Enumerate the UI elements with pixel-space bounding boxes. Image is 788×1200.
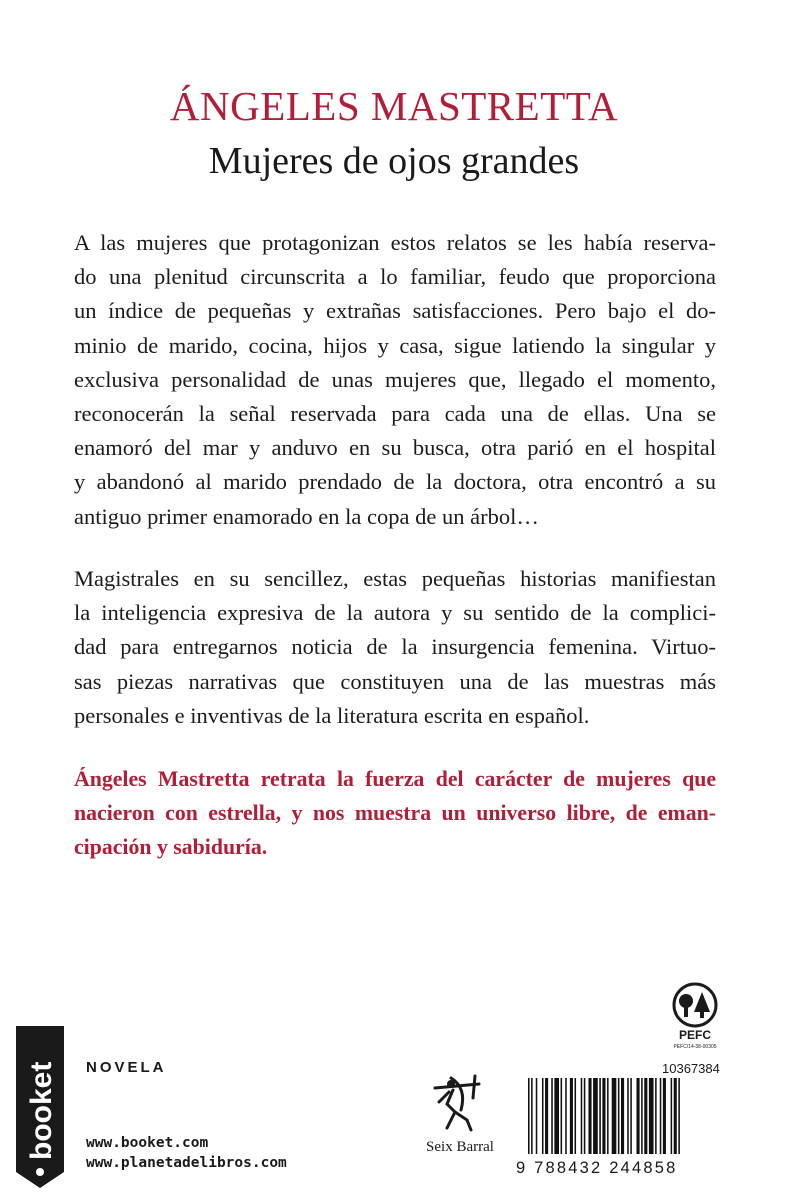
product-code: 10367384 (662, 1061, 720, 1076)
barcode-bar (593, 1078, 598, 1154)
barcode-bar (641, 1078, 643, 1154)
barcode-bar (644, 1078, 647, 1154)
barcode-bar (618, 1078, 620, 1154)
text-line: exclusiva personalidad de unas mujeres que, llegado el momento, (74, 366, 716, 392)
barcode-bar (575, 1078, 577, 1154)
barcode-bar (663, 1078, 666, 1154)
text-line: dad para entregarnos noticia de la insurgencia femenina. Virtuo- (74, 634, 716, 660)
barcode-bar (630, 1078, 632, 1154)
genre-label: NOVELA (86, 1059, 167, 1076)
barcode-bar (565, 1078, 567, 1154)
barcode-bar (649, 1078, 654, 1154)
barcode-bar (554, 1078, 559, 1154)
text-line: cipación y sabiduría. (74, 835, 268, 860)
barcode-bar (561, 1078, 563, 1154)
barcode-bar (627, 1078, 629, 1154)
text-line: Magistrales en su sencillez, estas pequeñas historias manifiestan (74, 566, 716, 591)
barcode-bar (570, 1078, 573, 1154)
booket-logo-text: booket (25, 1061, 58, 1160)
barcode-bar (637, 1078, 640, 1154)
barcode-bar (655, 1078, 657, 1154)
barcode-bar (588, 1078, 591, 1154)
barcode-bar (612, 1078, 617, 1154)
barcode-bar (599, 1078, 601, 1154)
text-line: minio de marido, cocina, hijos y casa, sigue latiendo la singular y (74, 332, 716, 358)
author-name: ÁNGELES MASTRETTA (169, 83, 619, 129)
barcode-bar (528, 1078, 530, 1154)
text-line: personales e inventivas de la literatura escrita en español. (74, 702, 590, 728)
imprint-label: Seix Barral (426, 1139, 494, 1155)
text-line: y abandonó al marido prendado de la doctora, otra encontró a su (74, 469, 716, 495)
text-line: do una plenitud circunscrita a lo familiar, feudo que proporciona (74, 264, 716, 290)
planeta-url: www.planetadelibros.com (86, 1155, 287, 1171)
synopsis-paragraph-1 (74, 226, 716, 534)
text-line: enamoró del mar y anduvo en su busca, otra parió en el hospital (74, 435, 716, 461)
highlight-paragraph (74, 762, 716, 865)
barcode-bar (674, 1078, 677, 1154)
archer-logo-icon (427, 1068, 491, 1134)
barcode-bar (607, 1078, 609, 1154)
barcode-digits: 9 788432 244858 (516, 1159, 678, 1177)
barcode-bar (531, 1078, 533, 1154)
pefc-label: PEFC (678, 1028, 711, 1042)
text-line: sas piezas narrativas que constituyen una de las muestras más (74, 668, 716, 694)
text-line: un índice de pequeñas y extrañas satisfacciones. Pero bajo el do- (74, 298, 716, 324)
barcode-bar (671, 1078, 673, 1154)
text-line: antiguo primer enamorado en la copa de un árbol… (74, 503, 539, 529)
barcode-bar (551, 1078, 553, 1154)
text-line: reconocerán la señal reservada para cada una de ellas. Una se (74, 401, 716, 427)
barcode-bar (542, 1078, 544, 1154)
text-line: nacieron con estrella, y nos muestra un universo libre, de eman- (74, 801, 716, 826)
text-line: Ángeles Mastretta retrata la fuerza del carácter de mujeres que (74, 767, 716, 791)
barcode-bar (602, 1078, 605, 1154)
barcode-bar (581, 1078, 583, 1154)
barcode-bar (536, 1078, 538, 1154)
barcode-bar (584, 1078, 586, 1154)
booket-logo (6, 1022, 72, 1190)
barcode-bar (678, 1078, 680, 1154)
barcode-bar (660, 1078, 662, 1154)
book-title: Mujeres de ojos grandes (208, 140, 580, 182)
text-line: la inteligencia expresiva de la autora y su sentido de la complici- (74, 600, 716, 626)
synopsis-paragraph-2 (74, 562, 716, 733)
booket-url: www.booket.com (86, 1135, 209, 1151)
barcode (528, 1078, 730, 1154)
barcode-bar (621, 1078, 624, 1154)
text-line: A las mujeres que protagonizan estos relatos se les había reserva- (74, 230, 716, 255)
pefc-code: PEFC/14-38-00305 (673, 1044, 717, 1050)
barcode-bar (545, 1078, 548, 1154)
